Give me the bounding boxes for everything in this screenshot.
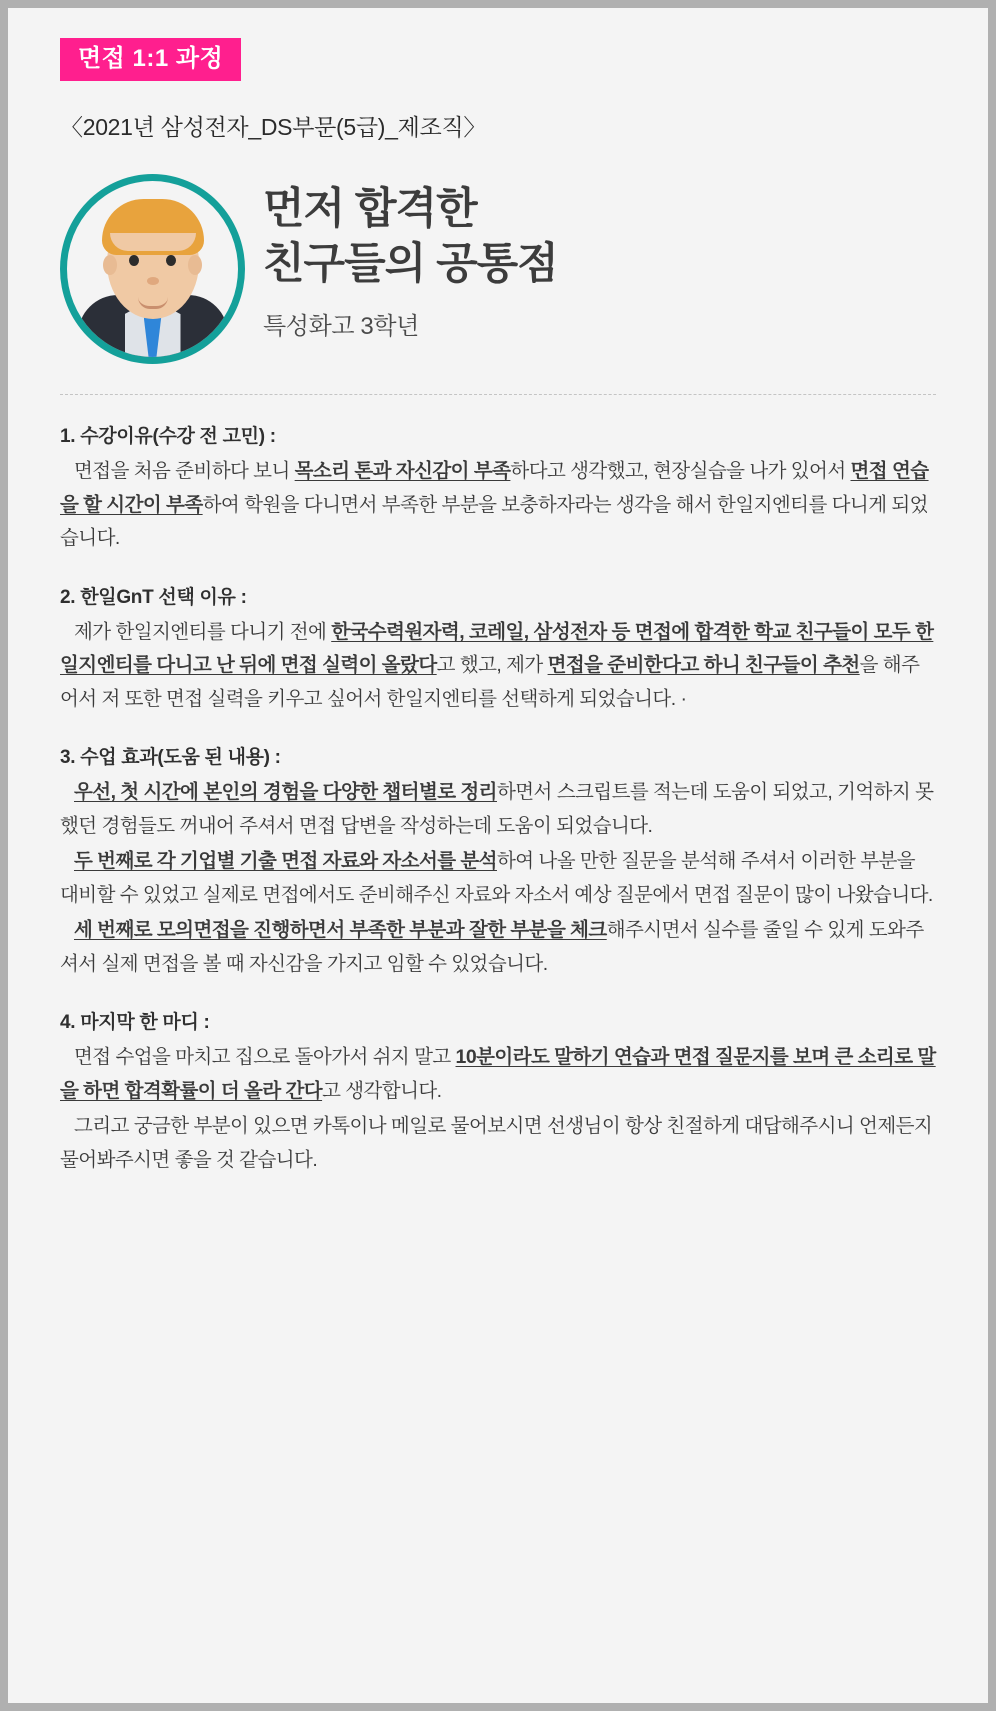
testimonial-section xyxy=(60,582,936,717)
page-subtitle: 〈2021년 삼성전자_DS부문(5급)_제조직〉 xyxy=(60,114,487,140)
avatar-ear-right xyxy=(188,255,202,275)
body-text: 하여 나올 만한 질문을 분석해 주셔서 이러한 부분을 대비할 수 있었고 실제로 면접에서도 준비해주신 자료와 자소서 예상 질문에서 면접 질문이 많이 나왔습니다. xyxy=(60,850,933,906)
testimonial-sections xyxy=(60,421,936,1178)
hero-caption: 특성화고 3학년 xyxy=(263,313,419,341)
testimonial-section xyxy=(60,421,936,556)
highlighted-text: 면접을 준비한다고 하니 친구들이 추천 xyxy=(547,654,860,677)
highlighted-text: 면접 연습을 할 시간이 부족 xyxy=(60,460,929,516)
highlighted-text: 목소리 톤과 자신감이 부족 xyxy=(294,460,511,482)
section-paragraph xyxy=(60,776,936,843)
highlighted-text: 한국수력원자력, 코레일, 삼성전자 등 면접에 합격한 학교 친구들이 모두 한일지엔티를 다니고 난 뒤에 면접 실력이 올랐다 xyxy=(60,620,934,677)
highlighted-text: 10분이라도 말하기 연습과 면접 질문지를 보며 큰 소리로 말을 하면 합격확률이 더 올라 간다 xyxy=(60,1046,936,1102)
testimonial-section xyxy=(60,742,936,981)
highlighted-text: 우선, 첫 시간에 본인의 경험을 다양한 챕터별로 정리 xyxy=(74,781,497,804)
hero-block xyxy=(60,166,936,364)
section-paragraph xyxy=(60,455,936,556)
hero-title-line1: 먼저 합격한 xyxy=(263,185,477,233)
body-text: 하면서 스크립트를 적는데 도움이 되었고, 기억하지 못했던 경험들도 꺼내어 주셔서 면접 답변을 작성하는데 도움이 되었습니다. xyxy=(60,781,934,837)
avatar-eye-left xyxy=(129,255,139,266)
section-paragraph xyxy=(60,845,936,912)
avatar-nose xyxy=(147,277,159,285)
body-text: 해주시면서 실수를 줄일 수 있게 도와주셔서 실제 면접을 볼 때 자신감을 가지고 임할 수 있었습니다. xyxy=(60,919,924,975)
section-paragraph xyxy=(60,914,936,981)
body-text: 을 해주어서 저 또한 면접 실력을 키우고 싶어서 한일지엔티를 선택하게 되었습니다. · xyxy=(60,654,920,710)
avatar-container xyxy=(60,166,245,364)
highlighted-text: 두 번째로 각 기업별 기출 면접 자료와 자소서를 분석 xyxy=(74,850,497,873)
body-text: 하다고 생각했고, 현장실습을 나가 있어서 xyxy=(510,460,851,482)
testimonial-section xyxy=(60,1007,936,1177)
student-avatar-icon xyxy=(60,174,245,364)
avatar-ear-left xyxy=(103,255,117,275)
section-heading: 3. 수업 효과(도움 된 내용) : xyxy=(60,747,281,769)
body-text: 고 생각합니다. xyxy=(322,1079,442,1102)
course-badge: 면접 1:1 과정 xyxy=(60,38,241,81)
body-text: 면접 수업을 마치고 집으로 돌아가서 쉬지 말고 xyxy=(74,1046,456,1069)
section-heading: 2. 한일GnT 선택 이유 : xyxy=(60,586,247,608)
section-paragraph xyxy=(60,1110,936,1177)
content-sheet xyxy=(8,8,988,1703)
highlighted-text: 세 번째로 모의면접을 진행하면서 부족한 부분과 잘한 부분을 체크 xyxy=(74,919,607,942)
avatar-hair xyxy=(102,199,204,255)
body-text: 하여 학원을 다니면서 부족한 부분을 보충하자라는 생각을 해서 한일지엔티를 다니게 되었습니다. xyxy=(60,493,928,550)
section-paragraph xyxy=(60,1041,936,1108)
section-heading: 1. 수강이유(수강 전 고민) : xyxy=(60,426,276,447)
section-paragraph xyxy=(60,616,936,717)
body-text: 고 했고, 제가 xyxy=(436,654,548,677)
body-text: 그리고 궁금한 부분이 있으면 카톡이나 메일로 물어보시면 선생님이 항상 친절하게 대답해주시니 언제든지 물어봐주시면 좋을 것 같습니다. xyxy=(60,1115,933,1171)
section-divider xyxy=(60,394,936,395)
hero-text xyxy=(245,166,558,341)
body-text: 제가 한일지엔티를 다니기 전에 xyxy=(74,620,332,643)
hero-title-line2: 친구들의 공통점 xyxy=(263,240,558,289)
body-text: 면접을 처음 준비하다 보니 xyxy=(74,460,295,482)
section-heading: 4. 마지막 한 마디 : xyxy=(60,1012,210,1034)
avatar-eye-right xyxy=(166,255,176,266)
